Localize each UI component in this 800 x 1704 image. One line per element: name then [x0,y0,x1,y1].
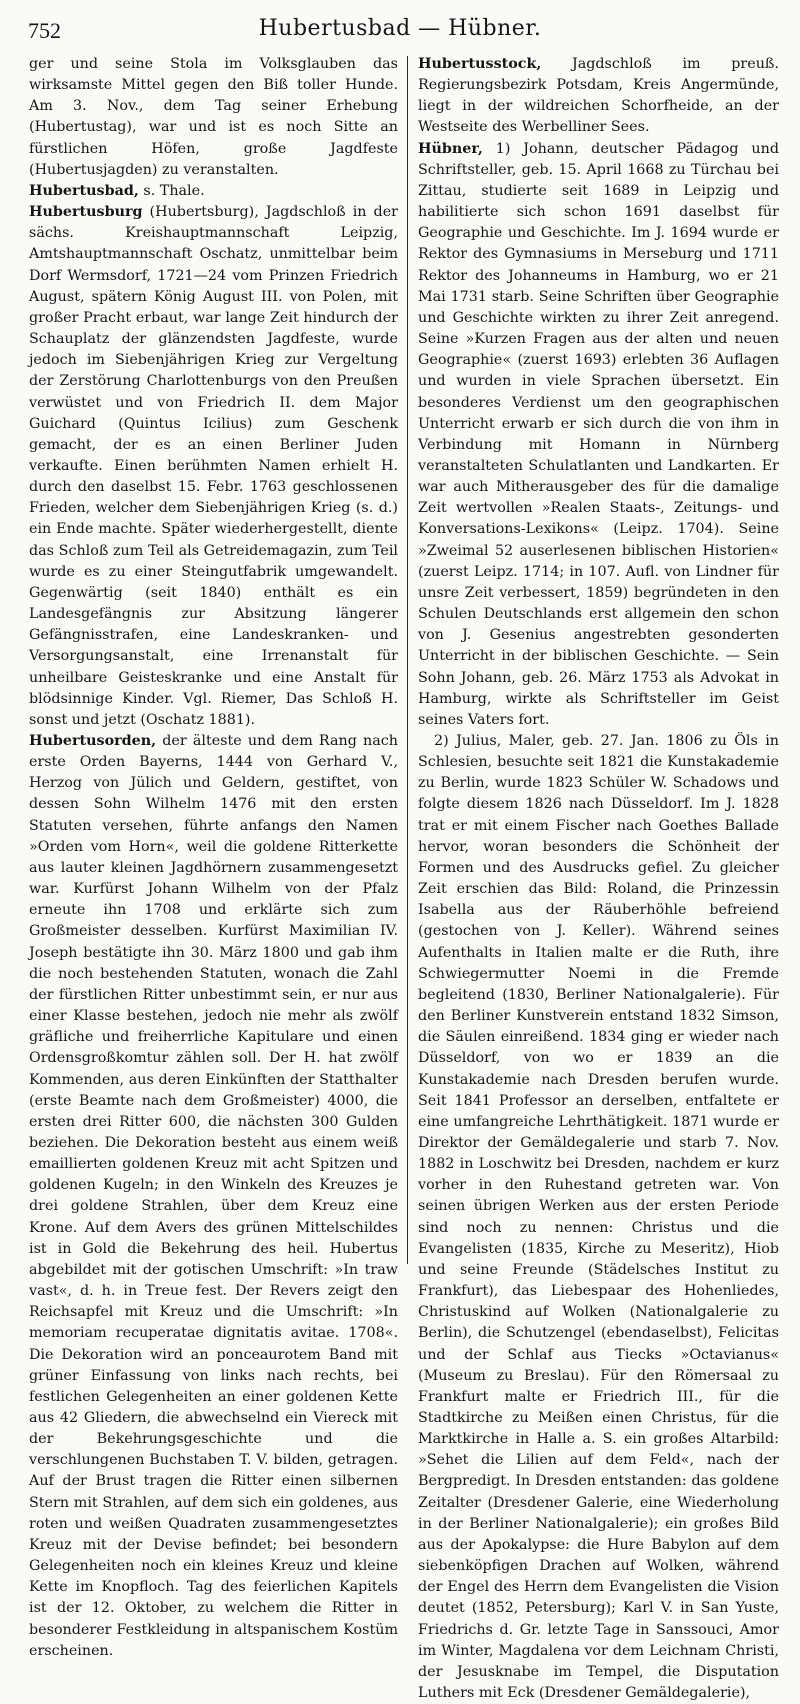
entry-hubertusstock [418,54,779,139]
right-column [418,54,779,1702]
entry-text: s. Thale. [138,182,205,199]
entry-hubertusbad [29,181,398,202]
headword: Hubertusstock, [418,56,542,72]
entry-text: 1) Johann, deutscher Pädagog und Schriftsteller, geb. 15. April 1668 zu Türchau bei Zittau, studierte seit 1689 in Leipzig und habilitierte sich schon 1691 daselbst für Geographie und Geschichte. Im J. 1694 wurde er Rektor des Gymnasiums in Merseburg und 1711 Rektor des Johanneums in Hamburg, wo er 21 Mai 1731 starb. Seine Schriften über Geographie und Geschichte wirkten zu ihrer Zeit anregend. Seine »Kurzen Fragen aus der alten und neuen Geographie« (zuerst 1693) erlebten 36 Auflagen und wurden in viele Sprachen übersetzt. Ein besonderes Verdienst um den geographischen Unterricht erwarb er sich durch die von ihm in Verbindung mit Homann in Nürnberg veranstalteten Schulatlanten und Landkarten. Er war auch Mitherausgeber des für die damalige Zeit wertvollen »Realen Staats-, Zeitungs- und Konversations-Lexikons« (Leipz. 1704). Seine »Zweimal 52 auserlesenen biblischen Historien« (zuerst Leipz. 1714; in 107. Aufl. von Lindner für unsre Zeit verbessert, 1859) begründeten in den Schulen Deutschlands erst allgemein den schon von J. Gesenius angestrebten gesonderten Unterricht in der biblischen Geschichte. — Sein Sohn Johann, geb. 26. März 1753 als Advokat in Hamburg, wirkte als Schriftsteller im Geist seines Vaters fort. [418,140,779,728]
headword: Hubertusbad, [29,182,139,199]
headword: Hübner, [418,140,483,157]
continued-paragraph: ger und seine Stola im Volksglauben das wirksamste Mittel gegen den Biß toller Hunde. Am 3. Nov., dem Tag seiner Erhebung (Hubertustag), war und ist es noch Sitte an fürstlichen Höfen, große Jagdfeste (Hubertusjagden) zu veranstalten. [29,56,398,178]
column-divider [407,56,408,1264]
page-header [28,14,772,48]
entry-huebner [418,139,779,731]
entry-text: der älteste und dem Rang nach erste Orden Bayerns, 1444 von Gerhard V., Herzog von Jülich und Geldern, gestiftet, von dessen Sohn Wilhelm 1476 mit den ersten Statuten versehen, führte anfangs den Namen »Orden vom Horn«, weil die goldene Ritterkette aus lauter kleinen Jagdhörnern zusammengesetzt war. Kurfürst Johann Wilhelm von der Pfalz erneute ihn 1708 und erklärte sich zum Großmeister desselben. Kurfürst Maximilian IV. Joseph bestätigte ihn 30. März 1800 und gab ihm die noch bestehenden Statuten, wonach die Zahl der fürstlichen Ritter unbestimmt sein, er nur aus einer Klasse bestehen, jedoch nie mehr als zwölf gräfliche und freiherrliche Kapitulare und einen Ordensgroßkomtur zählen soll. Der H. hat zwölf Kommenden, aus deren Einkünften der Statthalter (erste Beamte nach dem Großmeister) 4000, die ersten drei Ritter 600, die nächsten 300 Gulden beziehen. Die Dekoration besteht aus einem weiß emaillierten goldenen Kreuz mit acht Spitzen und goldenen Kugeln; in den Winkeln des Kreuzes je drei goldene Strahlen, über dem Kreuz eine Krone. Auf dem Avers des grünen Mittelschildes ist in Gold die Bekehrung des heil. Hubertus abgebildet mit der gotischen Umschrift: »In traw vast«, d. h. in Treue fest. Der Revers zeigt den Reichsapfel mit Kreuz und die Umschrift: »In memoriam recuperatae dignitatis avitae. 1708«. Die Dekoration wird an ponceaurotem Band mit grüner Einfassung von links nach rechts, bei festlichen Gelegenheiten an einer goldenen Kette aus 42 Gliedern, die abwechselnd ein Viereck mit der Bekehrungsgeschichte und die verschlungenen Buchstaben T. V. bilden, getragen. Auf der Brust tragen die Ritter einen silbernen Stern mit Strahlen, auf dem sich ein goldenes, aus roten und weißen Quadraten zusammengesetztes Kreuz mit der Devise befindet; bei besondern Gelegenheiten noch ein kleines Kreuz und kleine Kette im Knopfloch. Tag des feierlichen Kapitels ist der 12. Oktober, zu welchem die Ritter in besonderer Festkleidung in altspanischem Kostüm erscheinen. [29,733,398,1659]
entry-hubertusburg [29,202,398,731]
subentry-julius: 2) Julius, Maler, geb. 27. Jan. 1806 zu Öls in Schlesien, besuchte seit 1821 die Kunstakademie zu Berlin, wurde 1823 Schüler W. Schadows und folgte diesem 1826 nach Düsseldorf. Im J. 1828 trat er mit einem Fischer nach Goethes Ballade hervor, woran besonders die Schönheit der Formen und des Ausdrucks gefiel. Zu gleicher Zeit erschien das Bild: Roland, die Prinzessin Isabella aus der Räuberhöhle befreiend (gestochen von J. Keller). Während seines Aufenthalts in Italien malte er die Ruth, ihre Schwiegermutter Noemi in die Fremde begleitend (1830, Berliner Nationalgalerie). Für den Berliner Kunstverein entstand 1832 Simson, die Säulen einreißend. 1834 ging er wieder nach Düsseldorf, von wo er 1839 an die Kunstakademie nach Dresden berufen wurde. Seit 1841 Professor an derselben, entfaltete er eine umfangreiche Lehrthätigkeit. 1871 wurde er Direktor der Gemäldegalerie und starb 7. Nov. 1882 in Loschwitz bei Dresden, nachdem er kurz vorher in den Ruhestand getreten war. Von seinen übrigen Werken aus der ersten Periode sind noch zu nennen: Christus und die Evangelisten (1835, Kirche zu Meseritz), Hiob und seine Freunde (Städelsches Institut zu Frankfurt), das Liebespaar des Hohenliedes, Christuskind auf Wolken (Nationalgalerie zu Berlin), die Schutzengel (ebendaselbst), Felicitas und der Schlaf aus Tiecks »Octavianus« (Museum zu Breslau). Für den Römersaal zu Frankfurt malte er Friedrich III., für die Stadtkirche zu Meißen einen Christus, für die Marktkirche in Halle a. S. ein großes Altarbild: »Sehet die Lilien auf dem Feld«, nach der Bergpredigt. In Dresden entstanden: das goldene Zeitalter (Dresdener Galerie, eine Wiederholung in der Berliner Nationalgalerie); ein großes Bild aus der Apokalypse: die Hure Babylon auf dem siebenköpfigen Drachen auf Wolken, während der Engel des Herrn dem Evangelisten die Vision deutet (1852, Petersburg); Karl V. in San Yuste, Friedrichs d. Gr. letzte Tage in Sanssouci, Amor im Winter, Magdalena vor dem Leichnam Christi, der Jesusknabe im Tempel, die Disputation Luthers mit Eck (Dresdener Gemäldegalerie), [418,733,779,1702]
entry-text: Jagdschloß im preuß. Regierungsbezirk Potsdam, Kreis Angermünde, liegt in der wildreichen Schorfheide, an der Westseite des Werbelliner Sees. [418,56,779,136]
headword: Hubertusburg [29,204,143,221]
headword: Hubertusorden, [29,733,157,749]
entry-text: (Hubertsburg), Jagdschloß in der sächs. Kreishauptmannschaft Leipzig, Amtshauptmannschaft Oschatz, unmittelbar beim Dorf Wermsdorf, 1721—24 vom Prinzen Friedrich August, spätern König August III. von Polen, mit großer Pracht erbaut, war lange Zeit hindurch der Schauplatz der glänzendsten Jagdfeste, wurde jedoch im Siebenjährigen Krieg zur Vergeltung der Zerstörung Charlottenburgs von den Preußen verwüstet und von Friedrich II. dem Major Guichard (Quintus Icilius) zum Geschenk gemacht, der es an einen Berliner Juden verkaufte. Einen berühmten Namen erhielt H. durch den daselbst 15. Febr. 1763 geschlossenen Frieden, welcher dem Siebenjährigen Krieg (s. d.) ein Ende machte. Später wiederhergestellt, diente das Schloß zum Teil als Getreidemagazin, zum Teil wurde es zu einer Steingutfabrik umgewandelt. Gegenwärtig (seit 1840) enthält es ein Landesgefängnis zur Absitzung längerer Gefängnisstrafen, eine Landeskranken- und Versorgungsanstalt, eine Irrenanstalt für unheilbare Geisteskranke und eine Anstalt für blödsinnige Kinder. Vgl. Riemer, Das Schloß H. sonst und jetzt (Oschatz 1881). [29,204,398,728]
page-number: 752 [28,18,61,43]
entry-hubertusorden [29,731,398,1662]
running-head: Hubertusbad — Hübner. [258,16,542,41]
left-column [29,54,398,1659]
